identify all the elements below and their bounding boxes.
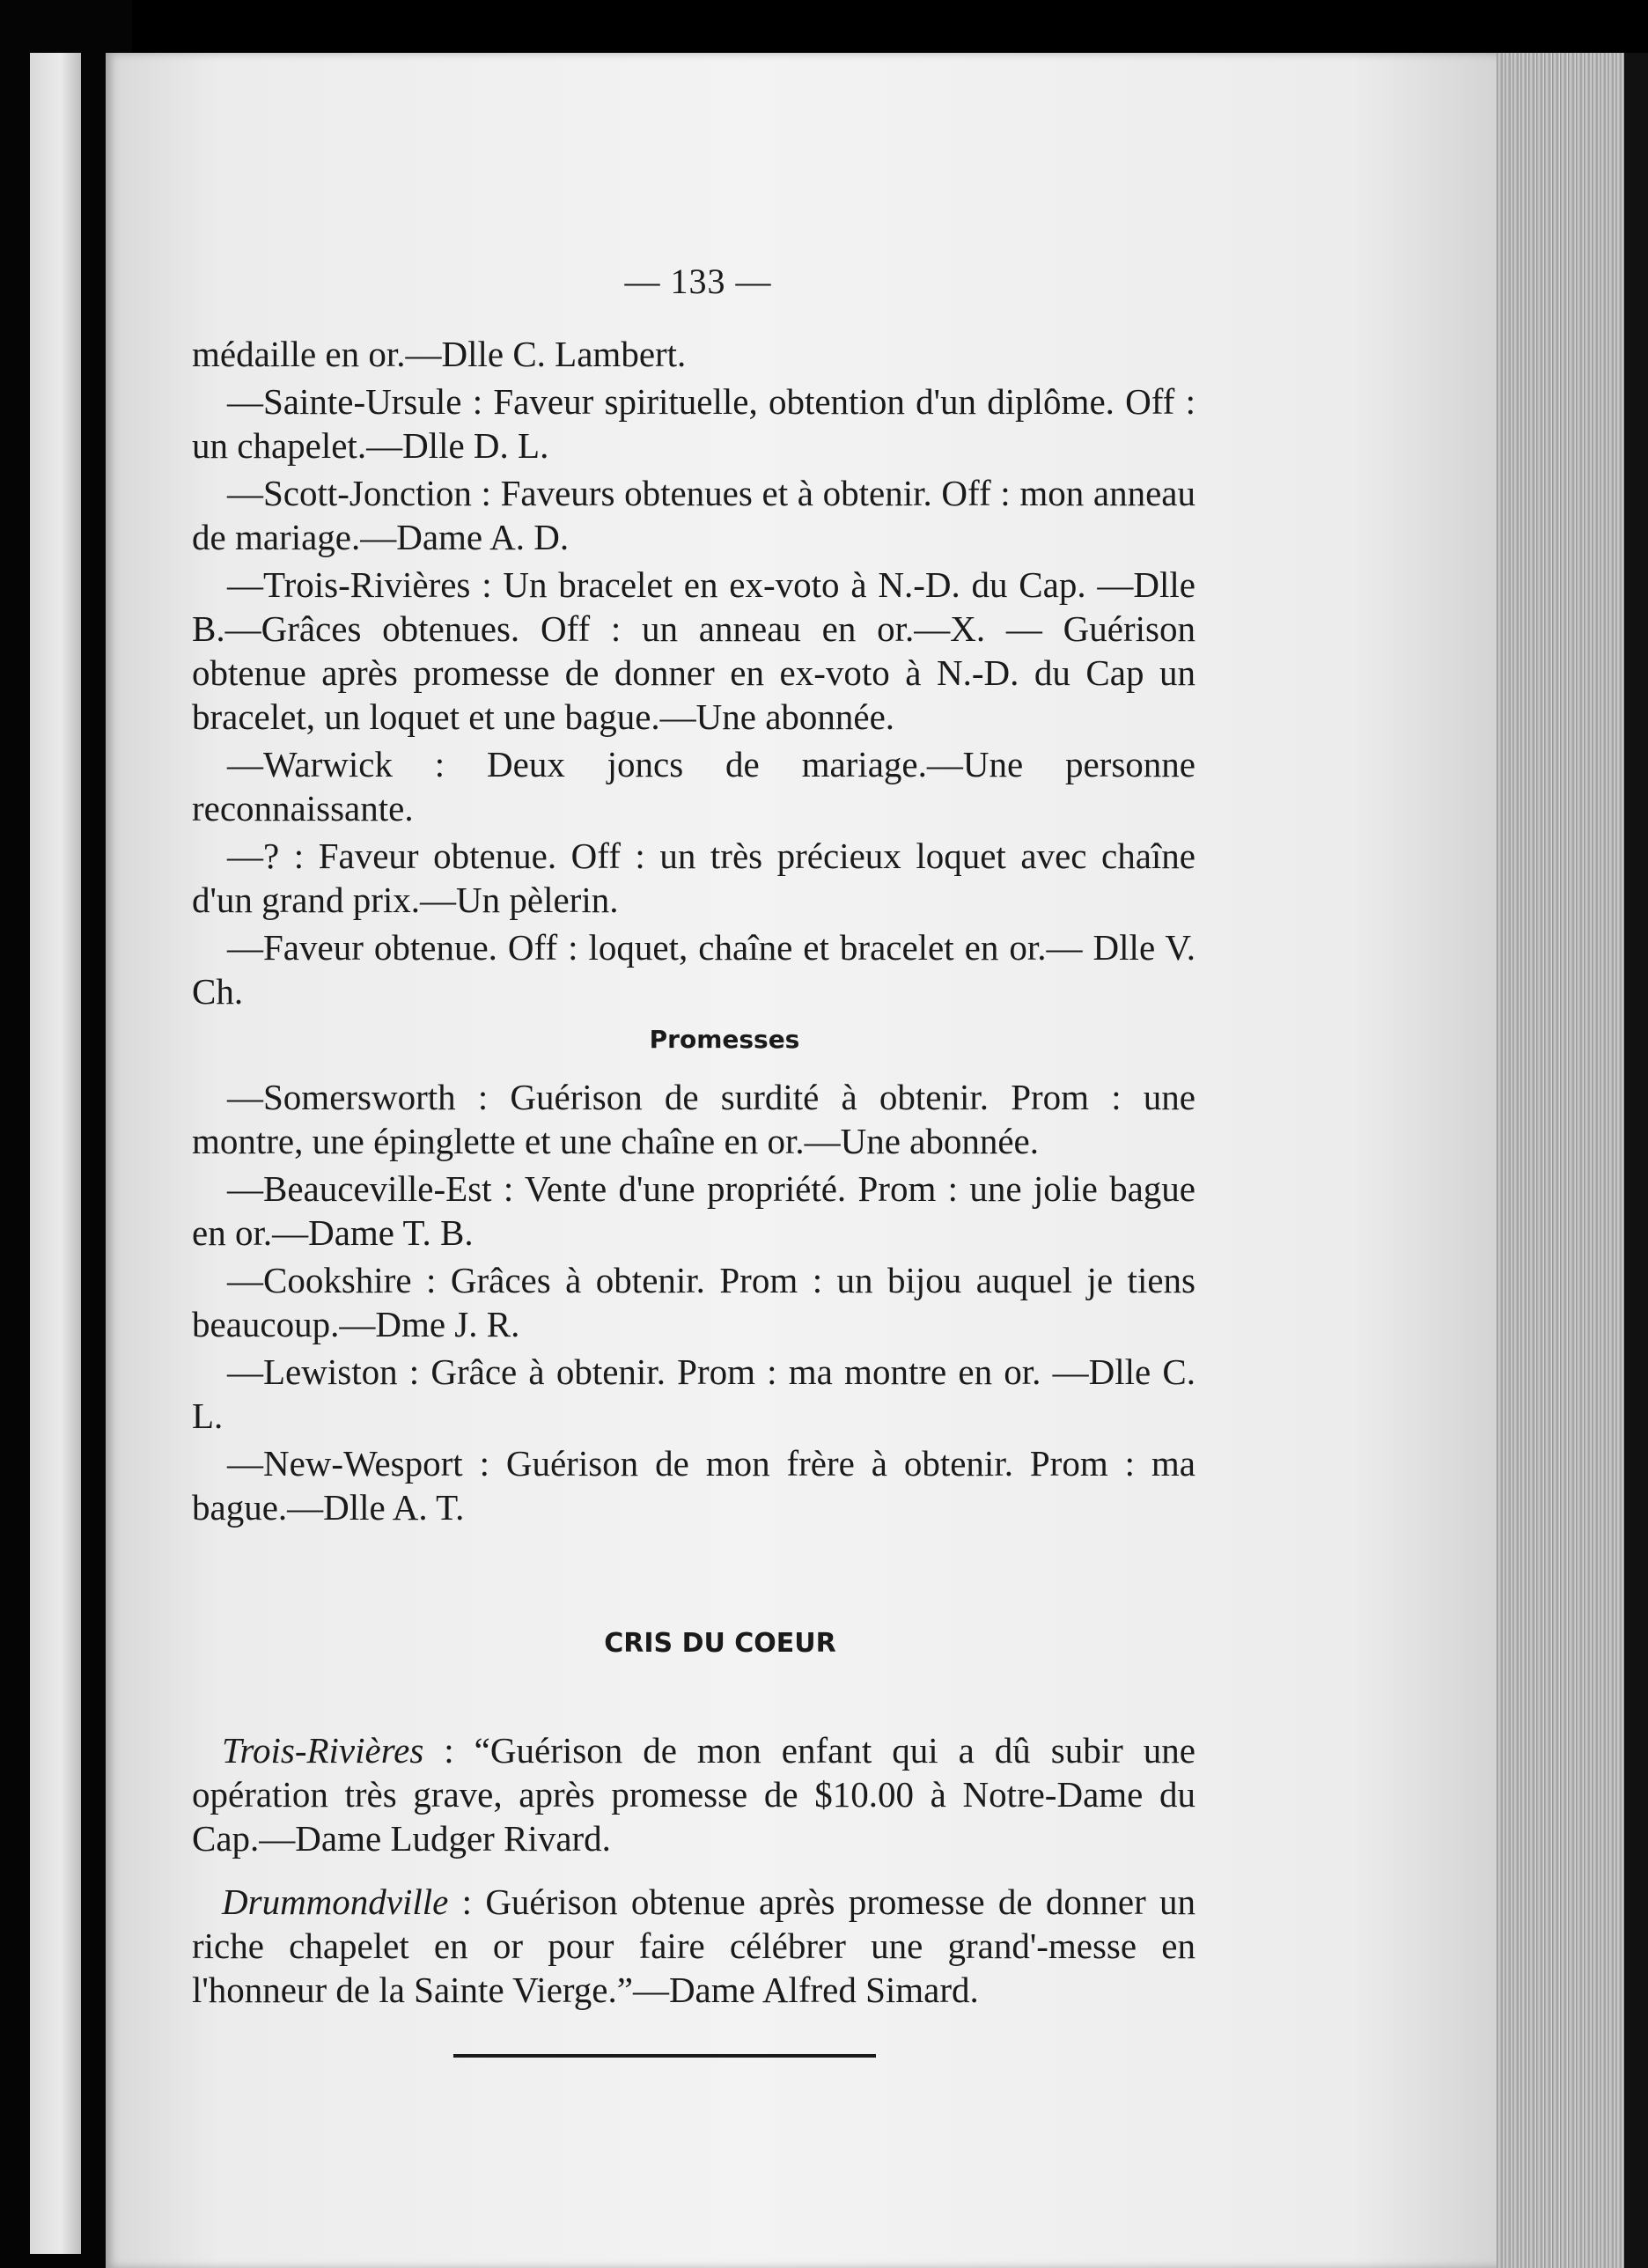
page-content — [192, 260, 1196, 2031]
page-stack-edge — [1497, 53, 1624, 2268]
scan-border-right — [1624, 53, 1648, 2268]
promesse-entry: —Somersworth : Guérison de surdité à obtenir. Prom : une montre, une épinglette et une chaîne en or.—Une abonnée. — [192, 1077, 1196, 1161]
offrande-entry: —? : Faveur obtenue. Off : un très précieux loquet avec chaîne d'un grand prix.—Un pèlerin. — [192, 836, 1196, 920]
section-heading-cris-du-coeur: CRIS DU COEUR — [604, 1628, 836, 1659]
testimony-place: Trois-Rivières — [222, 1730, 424, 1771]
facing-page-edge — [30, 53, 81, 2254]
offrande-entry: —Trois-Rivières : Un bracelet en ex-voto à N.-D. du Cap. —Dlle B.—Grâces obtenues. Off : un anneau en or.—X. — Guérison obtenue après promesse de donner en ex-voto à N.-D. du Cap un bracelet, un loquet et une bague.—Une abonnée. — [192, 564, 1196, 737]
offrande-entry: —Scott-Jonction : Faveurs obtenues et à obtenir. Off : mon anneau de mariage.—Dame A. D. — [192, 473, 1196, 557]
closing-rule — [453, 2054, 876, 2058]
page-number: — 133 — — [624, 261, 772, 301]
offrande-entry: —Faveur obtenue. Off : loquet, chaîne et bracelet en or.— Dlle V. Ch. — [192, 927, 1196, 1012]
offrande-entry: —Warwick : Deux joncs de mariage.—Une personne reconnaissante. — [192, 744, 1196, 828]
offrande-entry: —Sainte-Ursule : Faveur spirituelle, obtention d'un diplôme. Off : un chapelet.—Dlle D. L. — [192, 381, 1196, 466]
testimony-text: : “Guérison de mon enfant qui a dû subir une opération très grave, après promesse de $10.00 à Notre-Dame du Cap.—Dame Ludger Rivard. — [192, 1730, 1196, 1859]
testimony-paragraph — [192, 1880, 1196, 2012]
promesse-entry: —Lewiston : Grâce à obtenir. Prom : ma montre en or. —Dlle C. L. — [192, 1351, 1196, 1436]
testimony-place: Drummondville — [222, 1881, 449, 1922]
promesse-entry: —Cookshire : Grâces à obtenir. Prom : un bijou auquel je tiens beaucoup.—Dme J. R. — [192, 1260, 1196, 1344]
section-heading-promesses: Promesses — [649, 1025, 800, 1054]
offrande-entry: médaille en or.—Dlle C. Lambert. — [192, 334, 687, 374]
testimony-paragraph — [192, 1728, 1196, 1860]
promesse-entry: —Beauceville-Est : Vente d'une propriété. Prom : une jolie bague en or.—Dame T. B. — [192, 1168, 1196, 1253]
promesse-entry: —New-Wesport : Guérison de mon frère à obtenir. Prom : ma bague.—Dlle A. T. — [192, 1443, 1196, 1528]
testimony-text: : Guérison obtenue après promesse de donner un riche chapelet en or pour faire célébrer une grand'-messe en l'honneur de la Sainte Vierge.”—Dame Alfred Simard. — [192, 1881, 1196, 2010]
